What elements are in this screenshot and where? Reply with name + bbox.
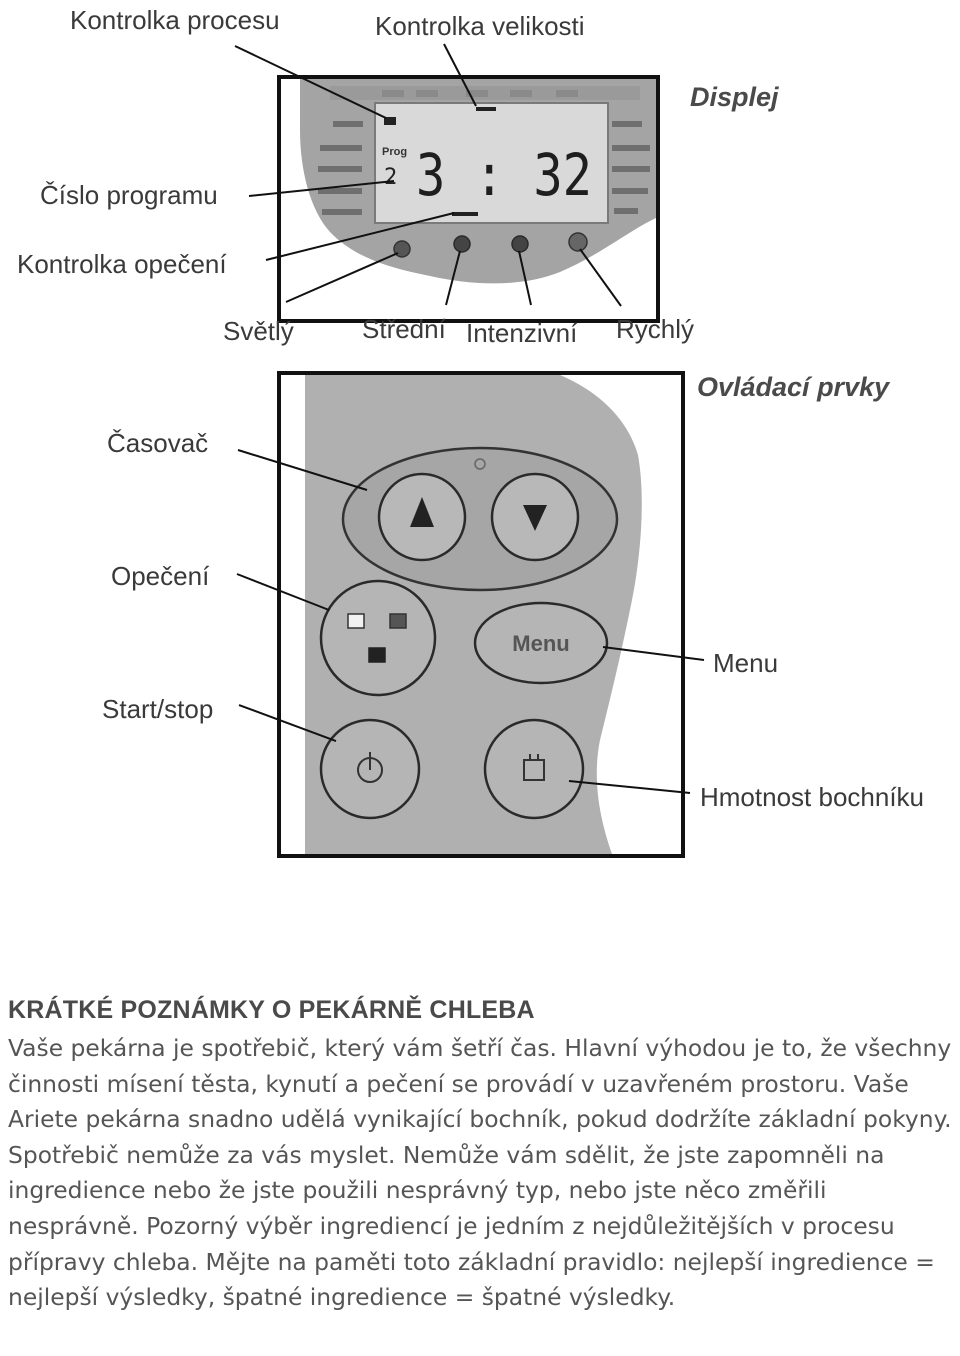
label-fast: Rychlý [616, 314, 695, 344]
notes-section [8, 996, 953, 1316]
menu-button-label: Menu [512, 631, 570, 656]
crust-button[interactable] [321, 581, 435, 695]
notes-body: Vaše pekárna je spotřebič, který vám šetří čas. Hlavní výhodou je to, že všechny činnosti mísení těsta, kynutí a pečení se provádí v uzavřeném prostoru. Vaše Ariete pekárna snadno udělá vynikající bochník, pokud dodržíte základní pokyny. Spotřebič nemůže za vás myslet. Nemůže vám sdělit, že jste zapomněli na ingredience nebo že jste použili nesprávný typ, nebo jste něco změřili nesprávně. Pozorný výběr ingrediencí je jedním z nejdůležitějších v procesu přípravy chleba. Mějte na paměti toto základní pravidlo: nejlepší ingredience = nejlepší výsledky, špatné ingredience = špatné výsledky. [8, 1034, 952, 1312]
label-process-indicator: Kontrolka procesu [70, 5, 280, 35]
label-loaf-weight: Hmotnost bochníku [700, 782, 925, 812]
label-program-number: Číslo programu [40, 180, 218, 210]
label-medium: Střední [362, 314, 446, 344]
display-title: Displej [690, 82, 779, 112]
label-bake-indicator: Kontrolka opečení [17, 249, 227, 279]
lcd-program-word: Prog [382, 146, 408, 158]
label-timer: Časovač [107, 428, 209, 458]
label-size-indicator: Kontrolka velikosti [375, 11, 585, 41]
controls-title: Ovládací prvky [697, 372, 890, 402]
label-light: Světlý [223, 316, 294, 346]
label-crust: Opečení [111, 561, 210, 591]
label-menu: Menu [713, 648, 779, 678]
notes-heading: KRÁTKÉ POZNÁMKY O PEKÁRNĚ CHLEBA [8, 996, 535, 1024]
label-start-stop: Start/stop [102, 694, 214, 724]
loaf-weight-button[interactable] [485, 720, 583, 818]
lcd-program-number: 2 [384, 165, 398, 190]
lcd-time: 3 : 32 [416, 141, 592, 209]
label-intense: Intenzivní [466, 318, 578, 348]
